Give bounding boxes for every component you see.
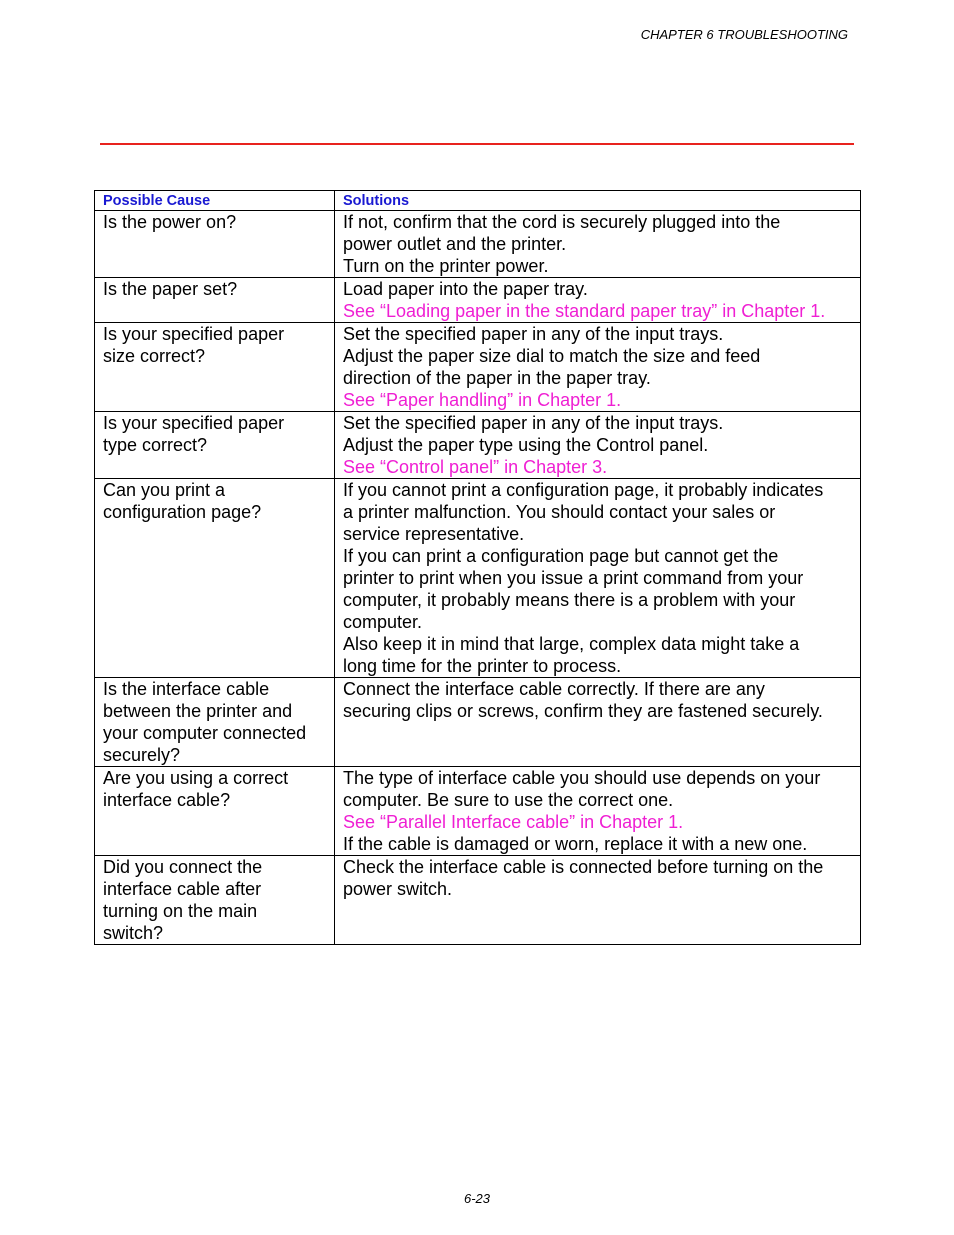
solution-line: Also keep it in mind that large, complex data might take a [343,634,800,654]
cause-line: Can you print a [103,480,226,500]
possible-cause-cell [95,479,335,678]
solution-line: power outlet and the printer. [343,234,567,254]
column-header-cause: Possible Cause [95,191,335,211]
cause-line: type correct? [103,435,208,455]
solution-cell [335,323,861,412]
possible-cause-cell [95,678,335,767]
solution-line: Check the interface cable is connected before turning on the [343,857,824,877]
table-row [95,323,861,412]
cause-line: configuration page? [103,502,262,522]
solution-line: computer. [343,612,423,632]
solution-cell [335,856,861,945]
cause-line: Are you using a correct [103,768,289,788]
cause-line: switch? [103,923,164,943]
cause-line: interface cable after [103,879,262,899]
solution-line: computer. Be sure to use the correct one. [343,790,674,810]
solution-line: Turn on the printer power. [343,256,549,276]
page-number: 6-23 [463,1191,491,1206]
troubleshooting-table [94,190,861,945]
solution-line: Adjust the paper type using the Control panel. [343,435,709,455]
solution-line: long time for the printer to process. [343,656,622,676]
possible-cause-cell [95,211,335,278]
possible-cause-cell [95,767,335,856]
table-row [95,856,861,945]
solution-line: Adjust the paper size dial to match the size and feed [343,346,761,366]
cross-reference-link[interactable]: See “Parallel Interface cable” in Chapter 1. [343,812,684,832]
solution-line: If you can print a configuration page but cannot get the [343,546,779,566]
table-row [95,412,861,479]
cause-line: securely? [103,745,181,765]
solution-cell [335,412,861,479]
table-row [95,767,861,856]
solution-line: Load paper into the paper tray. [343,279,588,299]
solution-cell [335,211,861,278]
cause-line: interface cable? [103,790,231,810]
possible-cause-cell [95,323,335,412]
solution-line: printer to print when you issue a print command from your [343,568,804,588]
cause-line: size correct? [103,346,206,366]
solution-line: direction of the paper in the paper tray. [343,368,651,388]
cause-line: Is the power on? [103,212,237,232]
solution-line: If you cannot print a configuration page, it probably indicates [343,480,824,500]
table-row [95,211,861,278]
table-header-row [95,191,861,211]
solution-line: securing clips or screws, confirm they are fastened securely. [343,701,823,721]
solution-line: The type of interface cable you should use depends on your [343,768,821,788]
table-row [95,479,861,678]
solution-cell [335,479,861,678]
solution-line: service representative. [343,524,525,544]
cross-reference-link[interactable]: See “Loading paper in the standard paper tray” in Chapter 1. [343,301,826,321]
cross-reference-link[interactable]: See “Paper handling” in Chapter 1. [343,390,622,410]
solution-cell [335,767,861,856]
solution-line: If not, confirm that the cord is securely plugged into the [343,212,781,232]
cause-line: Is your specified paper [103,324,285,344]
solution-cell [335,278,861,323]
cause-line: between the printer and [103,701,293,721]
cause-line: turning on the main [103,901,258,921]
solution-line: computer, it probably means there is a problem with your [343,590,796,610]
chapter-header: CHAPTER 6 TROUBLESHOOTING [640,27,848,42]
solution-line: Set the specified paper in any of the input trays. [343,413,724,433]
possible-cause-cell [95,278,335,323]
solution-line: power switch. [343,879,453,899]
cause-line: Is the paper set? [103,279,238,299]
possible-cause-cell [95,412,335,479]
solution-line: a printer malfunction. You should contact your sales or [343,502,776,522]
cross-reference-link[interactable]: See “Control panel” in Chapter 3. [343,457,608,477]
cause-line: Is the interface cable [103,679,270,699]
solution-line: If the cable is damaged or worn, replace it with a new one. [343,834,808,854]
header-rule [100,143,854,145]
column-header-solutions: Solutions [335,191,861,211]
cause-line: your computer connected [103,723,307,743]
solution-cell [335,678,861,767]
cause-line: Is your specified paper [103,413,285,433]
table-row [95,278,861,323]
solution-line: Connect the interface cable correctly. If there are any [343,679,765,699]
table-body [95,211,861,945]
solution-line: Set the specified paper in any of the input trays. [343,324,724,344]
possible-cause-cell [95,856,335,945]
table-row [95,678,861,767]
cause-line: Did you connect the [103,857,263,877]
